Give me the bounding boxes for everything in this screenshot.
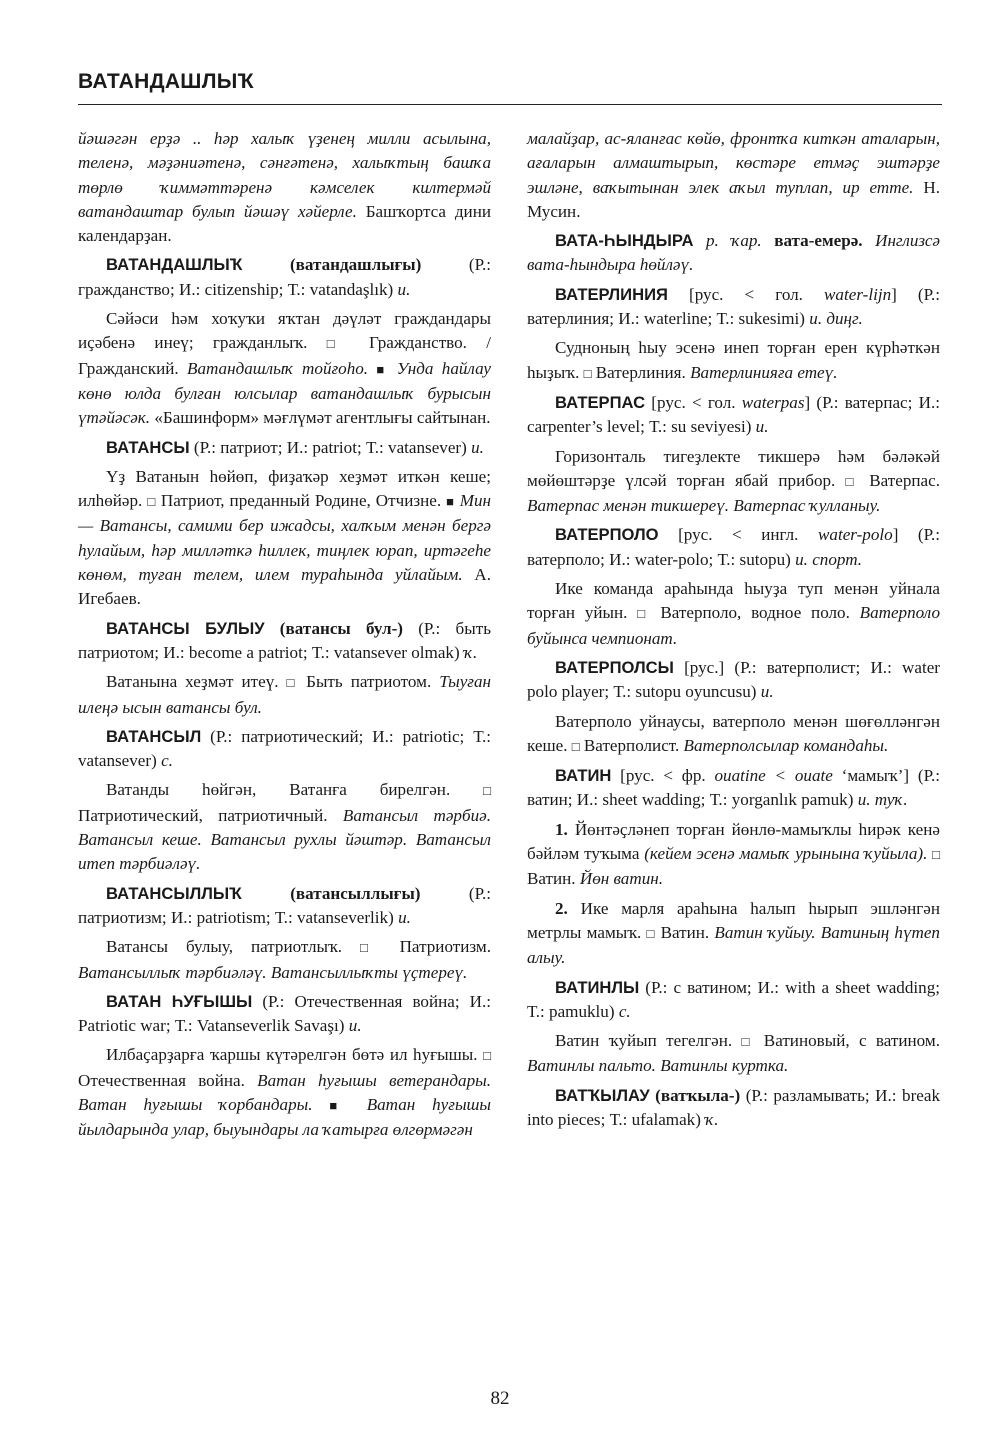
pos-label: ҡ. — [463, 642, 478, 662]
definition: Судноның һыу эсенә инеп торған ерен күрһәткән һыҙыҡ. □ Ватерлиния. Ватерлинияға етеү. — [527, 338, 940, 382]
example-text: Ватан һуғышы йылдарында улар, быуындары ла ҡатырға өлгөрмәгән — [78, 1094, 491, 1140]
box-icon: □ — [646, 925, 656, 941]
box-icon: □ — [932, 847, 941, 863]
headword: ВАТЕРПОЛСЫ — [555, 657, 674, 677]
example-text: Ватерлинияға етеү. — [690, 362, 838, 382]
translations: ] (Р.: ватерпас; И.: carpenter’s level; Т.: su seviyesi) — [527, 392, 940, 437]
pos-label: и. спорт. — [795, 549, 863, 569]
box-icon: □ — [845, 473, 860, 489]
page-number: 82 — [490, 1388, 510, 1409]
source-citation: Н. Мусин. — [527, 177, 940, 221]
entry-vatansyllyk — [78, 882, 491, 931]
pos-label: и. — [760, 682, 774, 702]
pos-label: и. — [397, 279, 411, 299]
entry-vatkylau — [527, 1084, 940, 1133]
translations: (Р.: разламывать; И.: break into pieces; Т.: ufalamak) — [527, 1085, 940, 1129]
source-citation: А. Игебаев. — [78, 565, 491, 609]
headword: ВАТҠЫЛАУ — [555, 1085, 650, 1105]
example-text: малайҙар, ас-яланғас көйө, фронтҡа киткән аталарын, ағаларын алмаштырып, көстәре етмәҫ эштәрҙе эшләне, ваҡытынан элек аҡыл туплап, ир етте. — [527, 129, 940, 197]
entry-vatansy — [78, 436, 491, 460]
pos-label: и. — [471, 437, 484, 457]
pos-label: и. — [348, 1016, 362, 1036]
grammar-form: (ватансыллығы) — [241, 883, 421, 903]
translations: [рус.] (Р.: ватерполист; И.: water polo player; Т.: sutopu oyuncusu) — [527, 657, 940, 702]
example-text: Унда һайлау көнө юлда булған юлсылар ватандашлыҡ бурысын үтәйәсәк. — [78, 358, 492, 428]
example-text: Ватандашлыҡ тойғоһо. — [187, 358, 377, 378]
entry-vatin: ВАТИН [рус. < фр. ouatine < ouate ‘мамыҡ’] (Р.: ватин; И.: sheet wadding; Т.: yorganlık pamuk) и. туҡ. — [527, 766, 940, 810]
etymon: ouatine < ouate — [714, 766, 833, 786]
right-column — [527, 127, 940, 1137]
cross-reference: вата-емерә. — [761, 231, 863, 251]
definition: Илбаҫарҙарға ҡаршы күтәрелгән бөтә ил һуғышы. □ Отечественная война. Ватан һуғышы ветерандары. Ватан һуғышы ҡорбандары. ■ Ватан һуғышы йылдарында улар, быуындары ла ҡатырға өлгөрмәгән — [78, 1045, 492, 1140]
translations: (Р.: Отечественная война; И.: Patriotic war; Т.: Vatanseverlik Savaşı) — [78, 991, 491, 1036]
example-text: Ватинлы пальто. Ватинлы куртка. — [527, 1056, 789, 1076]
entry-vatansyl — [78, 725, 491, 774]
entry-vaterlinija: ВАТЕРЛИНИЯ [рус. < гол. water-lijn] (Р.: ватерлиния; И.: waterline; Т.: sukesimi) и. диңг. — [527, 284, 940, 329]
translations: (Р.: патриотический; И.: patriotic; Т.: vatansever) — [78, 726, 491, 771]
black-square-icon: ■ — [376, 361, 389, 377]
definition: Ватансы булыу, патриотлыҡ. □ Патриотизм. Ватансыллыҡ тәрбиәләү. Ватансыллыҡты үҫтереү. — [78, 937, 491, 982]
headword: ВАТА-ҺЫНДЫРА — [555, 231, 694, 251]
translations: ] (Р.: ватерлиния; И.: waterline; Т.: sukesimi) — [527, 284, 940, 329]
pos-label: с. — [161, 751, 173, 771]
grammar-form: (ватандашлығы) — [242, 255, 422, 275]
translations: ] (Р.: ватерполо; И.: water-polo; Т.: sutopu) — [527, 525, 940, 569]
box-icon: □ — [286, 675, 299, 691]
pos-label: и. туҡ. — [857, 790, 908, 810]
source-citation: «Башинформ» мәғлүмәт агентлығы сайтынан. — [150, 408, 491, 428]
entry-vatandashlyk — [78, 253, 491, 302]
box-icon: □ — [483, 1048, 491, 1064]
translations: (Р.: с ватином; И.: with a sheet wadding; Т.: pamuklu) — [527, 977, 940, 1021]
sense-1: 1. Йөнтәҫләнеп торған йөнлө-мамыҡлы һирәк кенә бәйләм туҡыма (кейем эсенә мамыҡ урынына ҡуйыла). □ Ватин. Йөн ватин. — [527, 819, 941, 889]
entry-vaterpolo: ВАТЕРПОЛО [рус. < ингл. water-polo] (Р.: ватерполо; И.: water-polo; Т.: sutopu) и. спорт. — [527, 525, 940, 569]
definition: Горизонталь тигеҙлекте тикшерә һәм бәләкәй мөйөштәрҙе үлсәй торған ябай прибор. □ Ватерпас. Ватерпас менән тикшереү. Ватерпас ҡулланыу. — [527, 446, 941, 516]
example-text: (кейем эсенә мамыҡ урынына ҡуйыла). — [644, 844, 928, 864]
entry-vatinly — [527, 976, 940, 1025]
headword: ВАТАНСЫ БУЛЫУ — [106, 618, 265, 638]
definition: Ватин ҡуйып тегелгән. □ Ватиновый, с ватином. Ватинлы пальто. Ватинлы куртка. — [527, 1031, 940, 1076]
headword: ВАТЕРПАС — [555, 392, 646, 412]
example-text: Инглизсә вата-һындыра һөйләү. — [527, 231, 940, 275]
box-icon: □ — [147, 494, 156, 510]
box-icon: □ — [741, 1034, 755, 1050]
box-icon: □ — [637, 606, 651, 622]
header-rule — [78, 104, 942, 105]
headword: ВАТИНЛЫ — [555, 977, 640, 997]
translations: (Р.: патриотизм; И.: patriotism; Т.: vatanseverlik) — [78, 883, 491, 927]
box-icon: □ — [483, 783, 491, 799]
box-icon: □ — [326, 336, 350, 352]
headword: ВАТАНСЫЛ — [106, 726, 202, 746]
example-text: Ватерполо буйынса чемпионат. — [527, 603, 940, 648]
example-text: Йөн ватин. — [579, 869, 663, 889]
grammar-form: (ватансы бул-) — [264, 618, 403, 638]
entry-vatansy-buluu — [78, 617, 491, 666]
translations: (Р.: быть патриотом; И.: become a patriot; Т.: vatansever olmak) — [78, 618, 491, 662]
headword: ВАТИН — [555, 766, 612, 786]
source-citation: Башҡортса дини календарҙан. — [78, 201, 492, 246]
entry-vaterpolsy — [527, 656, 940, 705]
grammar-form: (ватҡыла-) — [649, 1085, 741, 1105]
pos-label: и. — [755, 417, 769, 437]
example-text: Ватин ҡуйыу. Ватиның һүтеп алыу. — [527, 922, 940, 968]
example-text: Ватерполсылар командаһы. — [683, 735, 889, 755]
translations: ‘мамыҡ’] (Р.: ватин; И.: sheet wadding; Т.: yorganlık pamuk) — [527, 766, 940, 810]
entry-continuation — [527, 127, 940, 224]
pos-label: ҡ. — [705, 1109, 719, 1129]
definition: Ватанына хеҙмәт итеү. □ Быть патриотом. Тыуған илеңә ысын ватансы бул. — [78, 672, 491, 717]
entry-continuation — [78, 127, 491, 248]
definition: Сәйәси һәм хоҡуҡи яҡтан дәүләт граждандары иҫәбенә инеү; гражданлыҡ. □ Гражданство. / Гражданский. Ватандашлыҡ тойғоһо. ■ Унда һайлау көнө юлда булған юлсылар ватандашлыҡ бурысын үтәйәсәк. «Башинформ» мәғлүмәт агентлығы сайтынан. — [78, 309, 492, 428]
left-column — [78, 127, 491, 1148]
box-icon: □ — [360, 940, 382, 956]
definition: Ватерполо уйнаусы, ватерполо менән шөғөлләнгән кеше. □ Ватерполист. Ватерполсылар командаһы. — [527, 711, 940, 755]
etymon: water-lijn — [824, 284, 892, 304]
example-text: Ватерпас менән тикшереү. Ватерпас ҡулланыу. — [527, 496, 881, 516]
translations: (Р.: патриот; И.: patriot; Т.: vatansever) — [189, 437, 472, 457]
example-text: Мин — Ватансы, самими бер ижадсы, халҡым менән бергә һулайым, һәр милләткә һиллек, тиңлек юрап, иртәгеһе көнөм, туған телем, илем тураһында уйлайым. — [78, 491, 491, 585]
black-square-icon: ■ — [329, 1097, 350, 1113]
box-icon: □ — [571, 738, 580, 754]
pos-label: р. ҡар. — [693, 231, 762, 251]
sense-2: 2. Ике марля араһына һалып һырып эшләнгән метрлы мамыҡ. □ Ватин. Ватин ҡуйыу. Ватиның һүтеп алыу. — [527, 898, 940, 968]
definition: Ватанды һөйгән, Ватанға бирелгән. □ Патриотический, патриотичный. Ватансыл тәрбиә. Ватансыл кеше. Ватансыл рухлы йәштәр. Ватансыл итеп тәрбиәләү. — [78, 780, 491, 874]
entry-vata-hyndyra — [527, 229, 940, 278]
sense-number: 1. — [555, 819, 568, 839]
headword: ВАТАНДАШЛЫҠ — [106, 255, 243, 275]
example-text: Ватан һуғышы ветерандары. Ватан һуғышы ҡорбандары. — [78, 1070, 492, 1114]
running-header: ВАТАНДАШЛЫҠ — [78, 70, 254, 93]
translations: (Р.: гражданство; И.: citizenship; Т.: vatandaşlık) — [78, 255, 491, 299]
example-text: йәшәгән ерҙә .. һәр халыҡ үҙенең милли асылына, теленә, мәҙәниәтенә, сәнғәтенә, халыҡтың башҡа төрлө ҡиммәттәренә кәмселек килтермәй ватандаштар булып йәшәү хәйерле. — [78, 129, 491, 221]
pos-label: с. — [618, 1001, 631, 1021]
etymon: water-polo — [818, 525, 893, 545]
definition: Үҙ Ватанын һөйөп, фиҙаҡәр хеҙмәт иткән кеше; илһөйәр. □ Патриот, преданный Родине, Отчизне. ■ Мин — Ватансы, самими бер ижадсы, халҡым менән бергә һулайым, һәр милләткә һиллек, тиңлек юрап, иртәгеһе көнөм, туған телем, илем тураһында уйлайым. А. Игебаев. — [78, 466, 491, 609]
etymon: waterpas — [741, 392, 805, 412]
example-text: Ватансыллыҡ тәрбиәләү. Ватансыллыҡты үҫтереү. — [78, 962, 468, 982]
example-text: Тыуған илеңә ысын ватансы бул. — [78, 672, 491, 717]
box-icon: □ — [583, 365, 592, 381]
pos-label: и. — [398, 907, 411, 927]
example-text: Ватансыл тәрбиә. Ватансыл кеше. Ватансыл рухлы йәштәр. Ватансыл итеп тәрбиәләү. — [78, 805, 491, 874]
entry-vaterpas: ВАТЕРПАС [рус. < гол. waterpas] (Р.: ватерпас; И.: carpenter’s level; Т.: su seviyesi) и. — [527, 392, 940, 437]
sense-number: 2. — [555, 898, 568, 918]
headword: ВАТАНСЫ — [106, 437, 190, 457]
entry-vatan-hugyshy — [78, 990, 491, 1039]
headword: ВАТАНСЫЛЛЫҠ — [106, 883, 242, 903]
headword: ВАТЕРЛИНИЯ — [555, 284, 668, 304]
definition: Ике команда араһында һыуҙа туп менән уйнала торған уйын. □ Ватерполо, водное поло. Ватерполо буйынса чемпионат. — [527, 579, 940, 648]
headword: ВАТЕРПОЛО — [555, 525, 659, 545]
headword: ВАТАН ҺУҒЫШЫ — [106, 991, 253, 1011]
black-square-icon: ■ — [446, 494, 455, 510]
pos-label: и. диңг. — [809, 309, 863, 329]
